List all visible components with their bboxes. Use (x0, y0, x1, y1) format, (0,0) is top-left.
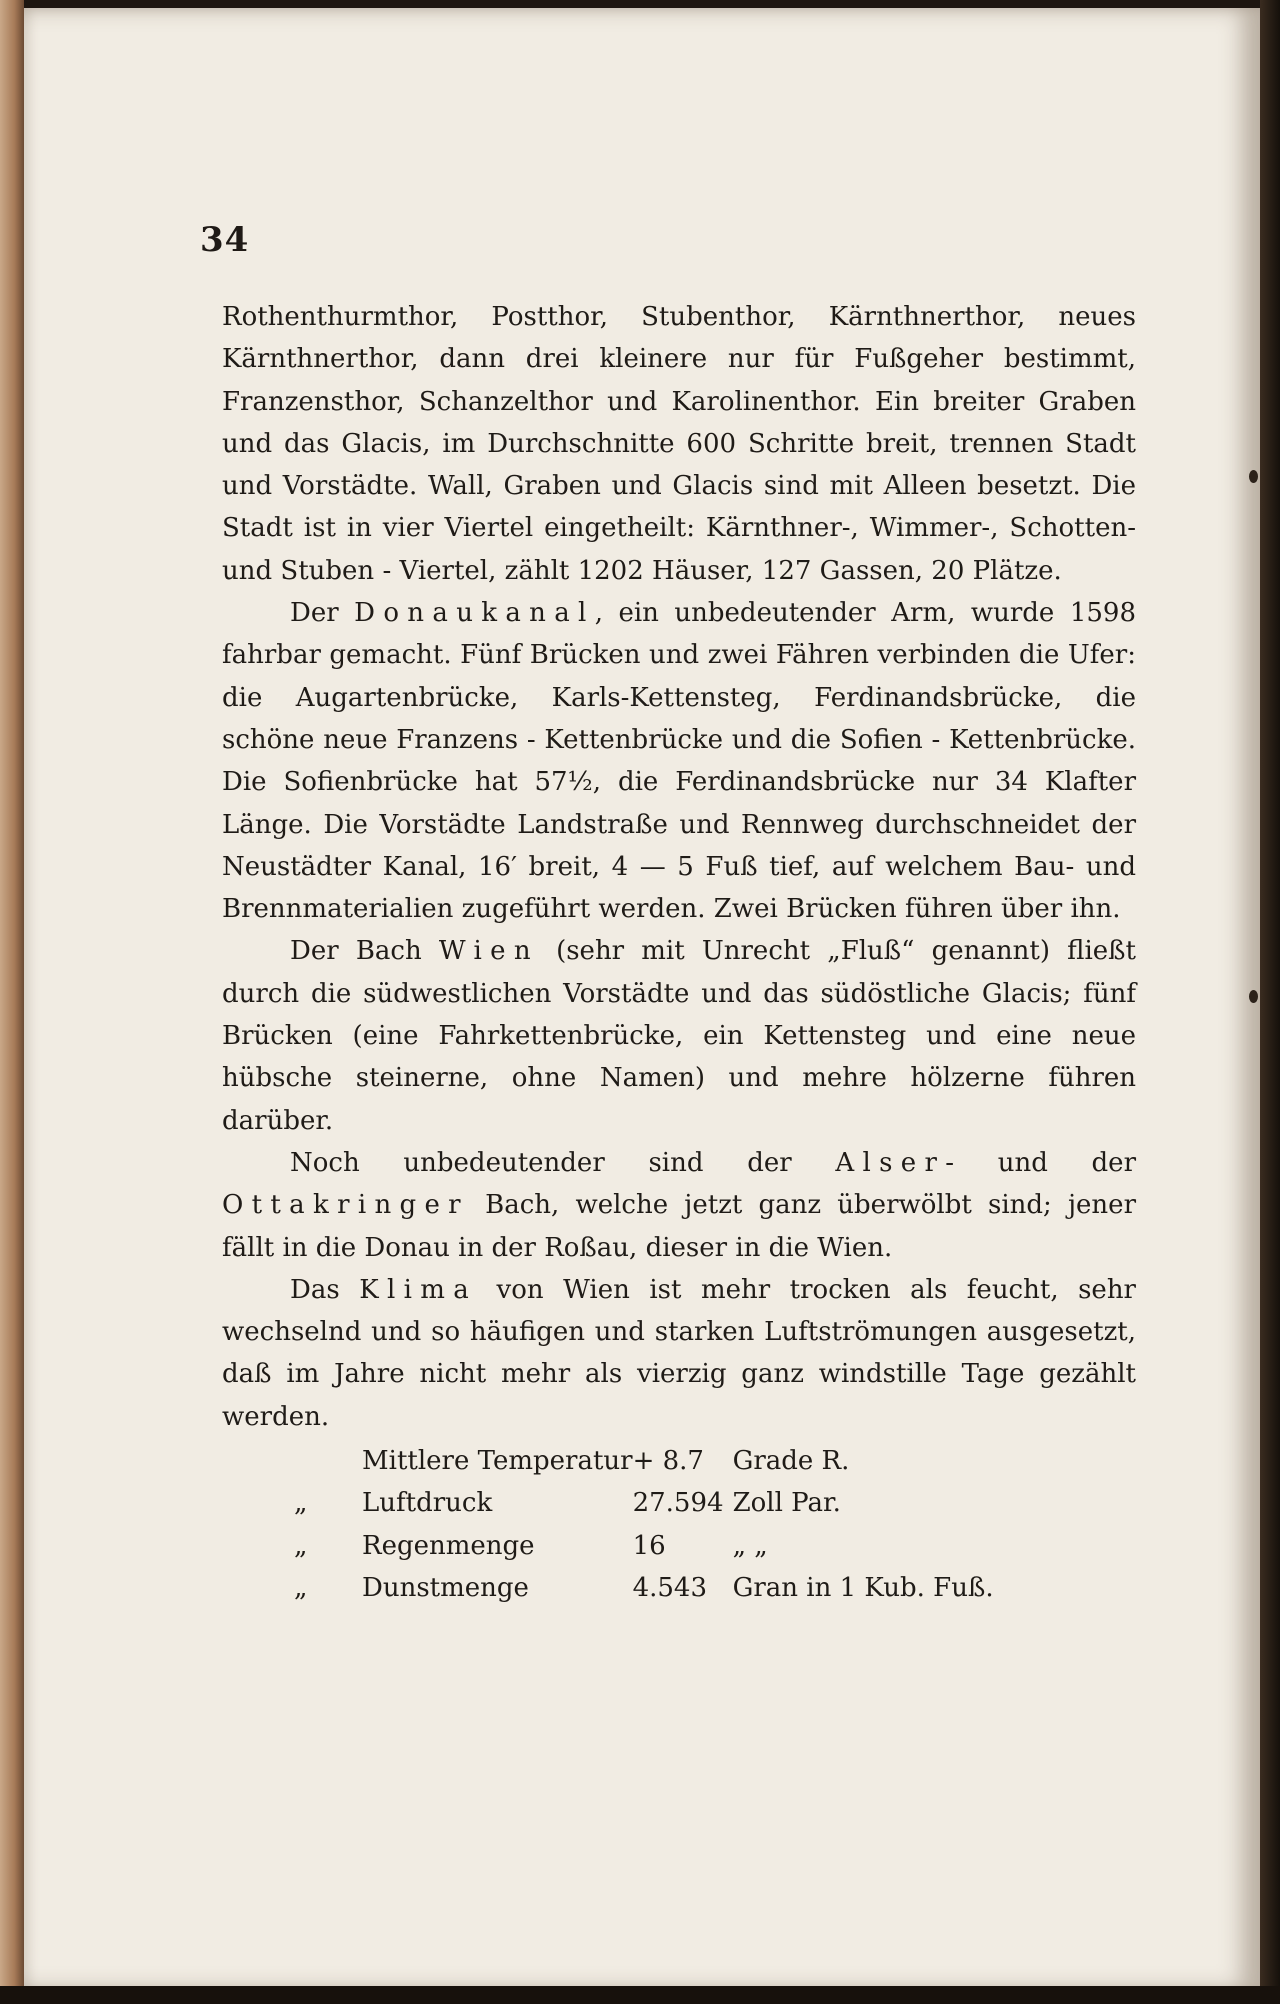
ditto-mark (222, 1440, 362, 1482)
bottom-page-edge (0, 1986, 1280, 2004)
text-run: Rothenthurmthor, Postthor, Stubenthor, Kärnthnerthor, neues Kärnthnerthor, dann drei kleinere nur für Fußgeher bestimmt, Franzensthor, Schanzelthor und Karolinenthor. Ein breiter Graben und das Glacis, im Durchschnitte 600 Schritte breit, trennen Stadt und Vorstädte. Wall, Graben und Glacis sind mit Alleen besetzt. Die Stadt ist in vier Viertel eingetheilt: Kärnthner-, Wimmer-, Schotten- und Stuben - Viertel, zählt 1202 Häuser, 127 Gassen, 20 Plätze. (222, 302, 1136, 586)
text-run: von Wien ist mehr trocken als feucht, sehr wechselnd und so häufigen und starken Luftströmungen ausgesetzt, daß im Jahre nicht mehr als vierzig ganz windstille Tage gezählt werden. (222, 1274, 1136, 1432)
climate-row (222, 1440, 994, 1482)
climate-label: Dunstmenge (362, 1572, 529, 1603)
paragraph-list (222, 296, 1136, 1438)
emphasized-term: Alser (835, 1147, 946, 1178)
paragraph (222, 1269, 1136, 1438)
emphasized-term: Klima (359, 1274, 478, 1305)
climate-unit: Grade R. (732, 1446, 850, 1477)
climate-unit: „ „ (732, 1530, 768, 1561)
text-run: Das (290, 1274, 360, 1305)
text-run: - und der (945, 1147, 1136, 1178)
binding-mark (1249, 990, 1258, 1003)
book-binding-edge (1260, 0, 1280, 2004)
climate-label: Luftdruck (362, 1488, 493, 1519)
left-page-edge (0, 0, 24, 2004)
ditto-mark: „ (294, 1530, 308, 1561)
page-number: 34 (200, 220, 250, 260)
climate-unit: Zoll Par. (732, 1488, 841, 1519)
paragraph (222, 592, 1136, 930)
paragraph (222, 296, 1136, 592)
climate-label: Regenmenge (362, 1530, 535, 1561)
climate-row (222, 1567, 994, 1609)
emphasized-term: Donaukanal (354, 598, 595, 629)
ditto-mark: „ (294, 1572, 308, 1603)
ditto-mark: „ (294, 1488, 308, 1519)
climate-label: Mittlere Temperatur (362, 1446, 633, 1477)
text-run: , ein unbedeutender Arm, wurde 1598 fahrbar gemacht. Fünf Brücken und zwei Fähren verbinden die Ufer: die Augartenbrücke, Karls-Kettensteg, Ferdinandsbrücke, die schöne neue Franzens - Kettenbrücke und die Sofien - Kettenbrücke. Die Sofienbrücke hat 57½, die Ferdinandsbrücke nur 34 Klafter Länge. Die Vorstädte Landstraße und Rennweg durchschneidet der Neustädter Kanal, 16′ breit, 4 — 5 Fuß tief, auf welchem Bau- und Brennmaterialien zugeführt werden. Zwei Brücken führen über ihn. (222, 598, 1136, 925)
climate-unit: Gran in 1 Kub. Fuß. (732, 1572, 994, 1603)
text-run: Der (290, 598, 355, 629)
climate-table (222, 1440, 994, 1609)
climate-value: 16 (632, 1530, 666, 1561)
climate-value: + 8.7 (632, 1446, 704, 1477)
body-text (222, 296, 1136, 1609)
text-run: (sehr mit Unrecht „Fluß“ genannt) fließt durch die südwestlichen Vorstädte und das südöstliche Glacis; fünf Brücken (eine Fahrkettenbrücke, ein Kettensteg und eine neue hübsche steinerne, ohne Namen) und mehre hölzerne führen darüber. (222, 936, 1137, 1136)
text-run: Noch unbedeutender sind der (290, 1147, 836, 1178)
text-run: Der Bach (290, 936, 439, 967)
climate-value: 4.543 (632, 1572, 707, 1603)
climate-row (222, 1525, 994, 1567)
binding-mark (1249, 470, 1258, 483)
paragraph (222, 1142, 1136, 1269)
climate-row (222, 1482, 994, 1524)
emphasized-term: Wien (438, 936, 539, 967)
emphasized-term: Ottakringer (222, 1190, 469, 1221)
text-run: Bach, welche jetzt ganz überwölbt sind; jener fällt in die Donau in der Roßau, dieser in die Wien. (222, 1190, 1136, 1263)
paragraph (222, 930, 1136, 1141)
climate-value: 27.594 (632, 1488, 724, 1519)
